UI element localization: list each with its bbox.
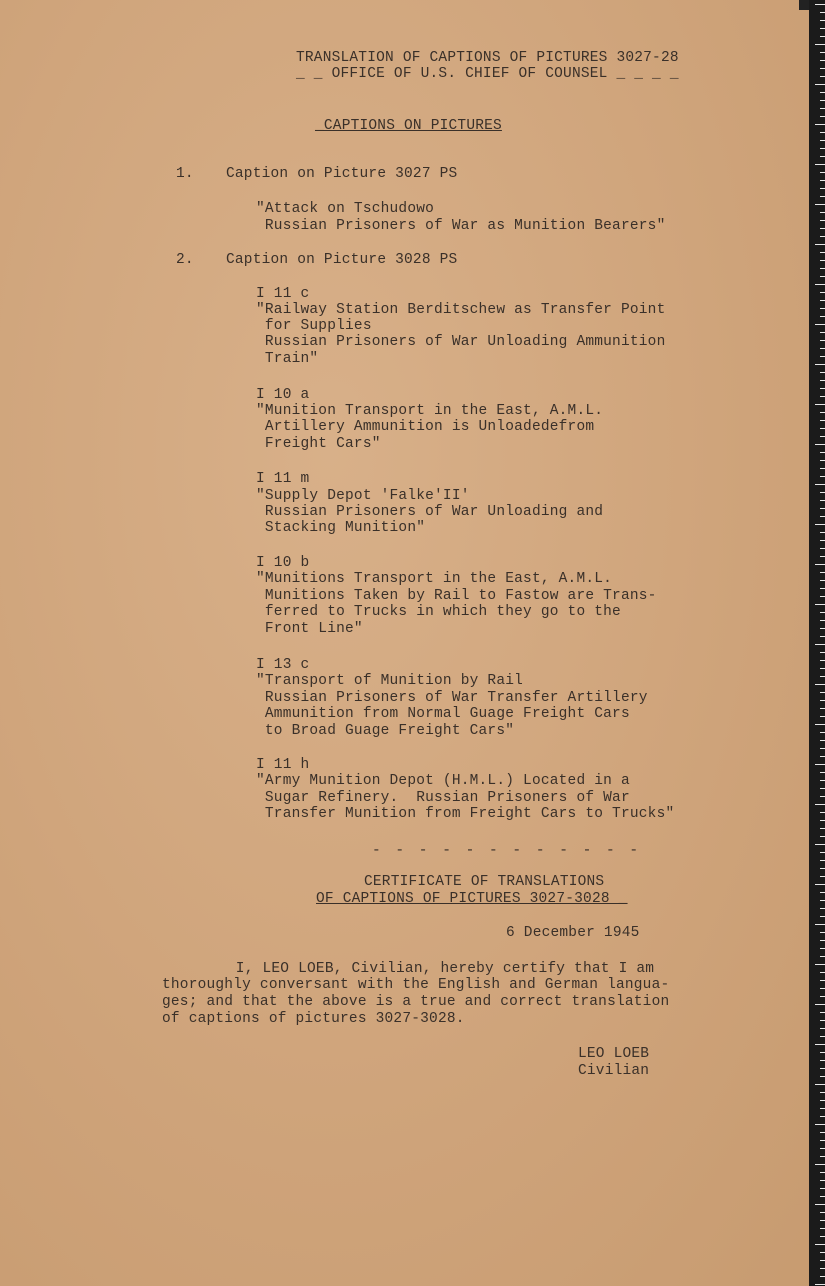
- ruler-tick: [820, 68, 825, 69]
- entry-line: ferred to Trucks in which they go to the: [256, 604, 621, 620]
- entry-code: I 11 h: [256, 757, 310, 773]
- entry-line: for Supplies: [256, 318, 372, 334]
- ruler-tick: [815, 364, 825, 365]
- ruler-tick: [820, 1276, 825, 1277]
- certificate-body-line: of captions of pictures 3027-3028.: [162, 1011, 465, 1027]
- ruler-tick: [820, 316, 825, 317]
- ruler-tick: [820, 396, 825, 397]
- ruler-tick: [820, 812, 825, 813]
- ruler-tick: [820, 140, 825, 141]
- ruler-tick: [820, 252, 825, 253]
- ruler-tick: [820, 596, 825, 597]
- signature-title: Civilian: [578, 1063, 650, 1079]
- ruler-tick: [820, 1140, 825, 1141]
- ruler-tick: [820, 588, 825, 589]
- ruler-tick: [820, 428, 825, 429]
- entry-line: Russian Prisoners of War Unloading Ammunition: [256, 334, 666, 350]
- ruler-tick: [815, 4, 825, 5]
- ruler-tick: [820, 108, 825, 109]
- ruler-tick: [820, 740, 825, 741]
- ruler-tick: [815, 604, 825, 605]
- ruler-tick: [820, 636, 825, 637]
- ruler-tick: [820, 420, 825, 421]
- entry-line: Stacking Munition": [256, 520, 426, 536]
- ruler-tick: [820, 788, 825, 789]
- ruler-tick: [820, 340, 825, 341]
- ruler-tick: [820, 1212, 825, 1213]
- ruler-tick: [820, 196, 825, 197]
- ruler-tick: [815, 764, 825, 765]
- certificate-subtitle: OF CAPTIONS OF PICTURES 3027-3028 _: [316, 891, 628, 907]
- entry-line: Freight Cars": [256, 436, 381, 452]
- ruler-tick: [820, 900, 825, 901]
- ruler-tick: [820, 660, 825, 661]
- ruler-tick: [820, 92, 825, 93]
- certificate-title: CERTIFICATE OF TRANSLATIONS: [364, 874, 605, 890]
- section-divider: - - - - - - - - - - - -: [372, 843, 642, 859]
- ruler-tick: [820, 1156, 825, 1157]
- caption-heading: Caption on Picture 3028 PS: [226, 252, 458, 268]
- ruler-tick: [820, 500, 825, 501]
- ruler-tick: [820, 580, 825, 581]
- ruler-tick: [820, 516, 825, 517]
- ruler-tick: [820, 468, 825, 469]
- ruler-tick: [820, 820, 825, 821]
- ruler-tick: [820, 492, 825, 493]
- ruler-tick: [820, 1132, 825, 1133]
- corner-mark: [799, 0, 809, 10]
- caption-line: "Attack on Tschudowo: [256, 201, 435, 217]
- entry-line: "Munitions Transport in the East, A.M.L.: [256, 571, 613, 587]
- ruler-tick: [820, 852, 825, 853]
- caption-number: 1.: [176, 166, 194, 182]
- ruler-tick: [820, 916, 825, 917]
- entry-line: "Army Munition Depot (H.M.L.) Located in a: [256, 773, 630, 789]
- ruler-tick: [820, 452, 825, 453]
- ruler-tick: [820, 908, 825, 909]
- ruler-tick: [820, 1036, 825, 1037]
- ruler-tick: [815, 964, 825, 965]
- header-title: TRANSLATION OF CAPTIONS OF PICTURES 3027-28: [296, 50, 679, 66]
- entry-line: Russian Prisoners of War Unloading and: [256, 504, 604, 520]
- ruler-tick: [820, 236, 825, 237]
- ruler-tick: [820, 572, 825, 573]
- certificate-body-line: I, LEO LOEB, Civilian, hereby certify that I am: [218, 961, 655, 977]
- ruler-tick: [820, 980, 825, 981]
- ruler-tick: [815, 204, 825, 205]
- entry-line: Artillery Ammunition is Unloadedefrom: [256, 419, 595, 435]
- ruler-tick: [815, 564, 825, 565]
- ruler-tick: [815, 164, 825, 165]
- ruler-tick: [820, 1020, 825, 1021]
- ruler-tick: [820, 212, 825, 213]
- entry-line: Ammunition from Normal Guage Freight Cars: [256, 706, 630, 722]
- ruler-tick: [820, 348, 825, 349]
- ruler-tick: [820, 1236, 825, 1237]
- ruler-tick: [820, 620, 825, 621]
- ruler-tick: [820, 1188, 825, 1189]
- ruler-tick: [815, 724, 825, 725]
- ruler-tick: [815, 44, 825, 45]
- ruler-tick: [820, 1196, 825, 1197]
- ruler-tick: [820, 956, 825, 957]
- ruler-tick: [815, 1124, 825, 1125]
- entry-line: Transfer Munition from Freight Cars to Trucks": [256, 806, 675, 822]
- ruler-tick: [815, 1044, 825, 1045]
- ruler-tick: [815, 1004, 825, 1005]
- entry-line: Munitions Taken by Rail to Fastow are Trans-: [256, 588, 657, 604]
- ruler-tick: [820, 148, 825, 149]
- ruler-tick: [820, 860, 825, 861]
- ruler-tick: [820, 780, 825, 781]
- ruler-tick: [820, 1060, 825, 1061]
- ruler-tick: [820, 132, 825, 133]
- ruler-tick: [820, 932, 825, 933]
- ruler-tick: [820, 292, 825, 293]
- ruler-tick: [820, 612, 825, 613]
- ruler-tick: [820, 836, 825, 837]
- ruler-tick: [820, 1116, 825, 1117]
- ruler-tick: [820, 1068, 825, 1069]
- ruler-tick: [820, 308, 825, 309]
- caption-line: Russian Prisoners of War as Munition Bearers": [256, 218, 666, 234]
- header-office: _ _ OFFICE OF U.S. CHIEF OF COUNSEL _ _ _ _: [296, 66, 679, 82]
- ruler-tick: [820, 380, 825, 381]
- entry-code: I 10 b: [256, 555, 310, 571]
- ruler-tick: [820, 228, 825, 229]
- ruler-tick: [820, 1172, 825, 1173]
- ruler-tick: [820, 36, 825, 37]
- ruler-tick: [815, 444, 825, 445]
- ruler-tick: [815, 924, 825, 925]
- entry-line: Sugar Refinery. Russian Prisoners of War: [256, 790, 630, 806]
- entry-line: Russian Prisoners of War Transfer Artillery: [256, 690, 648, 706]
- ruler-tick: [820, 1268, 825, 1269]
- entry-line: "Supply Depot 'Falke'II': [256, 488, 470, 504]
- ruler-tick: [820, 1092, 825, 1093]
- ruler-tick: [820, 940, 825, 941]
- ruler-tick: [815, 524, 825, 525]
- ruler-tick: [820, 372, 825, 373]
- ruler-tick: [820, 1260, 825, 1261]
- ruler-tick: [820, 28, 825, 29]
- ruler-tick: [820, 972, 825, 973]
- ruler-tick: [820, 180, 825, 181]
- caption-number: 2.: [176, 252, 194, 268]
- ruler-tick: [820, 12, 825, 13]
- ruler-tick: [820, 172, 825, 173]
- entry-code: I 11 c: [256, 286, 310, 302]
- ruler-tick: [820, 260, 825, 261]
- ruler-tick: [820, 1076, 825, 1077]
- ruler-tick: [820, 700, 825, 701]
- ruler-tick: [820, 876, 825, 877]
- ruler-tick: [820, 772, 825, 773]
- ruler-tick: [815, 1204, 825, 1205]
- ruler-tick: [820, 268, 825, 269]
- ruler-tick: [820, 1100, 825, 1101]
- ruler-tick: [820, 300, 825, 301]
- ruler-tick: [820, 20, 825, 21]
- ruler-tick: [820, 716, 825, 717]
- ruler-tick: [815, 324, 825, 325]
- certificate-body-line: thoroughly conversant with the English and German langua-: [162, 977, 670, 993]
- ruler-tick: [820, 692, 825, 693]
- section-title: _CAPTIONS ON PICTURES: [315, 118, 502, 134]
- ruler-tick: [820, 116, 825, 117]
- ruler-tick: [815, 1084, 825, 1085]
- ruler-tick: [820, 220, 825, 221]
- ruler-tick: [820, 948, 825, 949]
- entry-line: "Railway Station Berditschew as Transfer Point: [256, 302, 666, 318]
- entry-line: Front Line": [256, 621, 363, 637]
- ruler-tick: [820, 540, 825, 541]
- ruler-tick: [820, 388, 825, 389]
- ruler-tick: [820, 996, 825, 997]
- ruler-tick: [820, 1180, 825, 1181]
- ruler-tick: [820, 76, 825, 77]
- ruler-tick: [820, 708, 825, 709]
- entry-line: Train": [256, 351, 319, 367]
- ruler-tick: [820, 988, 825, 989]
- ruler-tick: [820, 548, 825, 549]
- signature-name: LEO LOEB: [578, 1046, 650, 1062]
- ruler-tick: [815, 124, 825, 125]
- ruler-tick: [815, 884, 825, 885]
- ruler-tick: [820, 52, 825, 53]
- ruler-tick: [820, 1252, 825, 1253]
- ruler-tick: [820, 796, 825, 797]
- ruler-tick: [815, 844, 825, 845]
- ruler-tick: [820, 460, 825, 461]
- ruler-tick: [820, 356, 825, 357]
- ruler-tick: [820, 412, 825, 413]
- ruler-tick: [820, 868, 825, 869]
- ruler-tick: [820, 436, 825, 437]
- certificate-body-line: ges; and that the above is a true and correct translation: [162, 994, 670, 1010]
- entry-line: to Broad Guage Freight Cars": [256, 723, 515, 739]
- ruler-tick: [815, 1284, 825, 1285]
- ruler-tick: [815, 244, 825, 245]
- ruler-tick: [820, 756, 825, 757]
- ruler-tick: [820, 532, 825, 533]
- ruler-tick: [820, 508, 825, 509]
- ruler-tick: [815, 1164, 825, 1165]
- certificate-date: 6 December 1945: [506, 925, 640, 941]
- entry-code: I 11 m: [256, 471, 310, 487]
- ruler-tick: [820, 828, 825, 829]
- ruler-tick: [820, 476, 825, 477]
- ruler-tick: [815, 804, 825, 805]
- entry-line: "Transport of Munition by Rail: [256, 673, 524, 689]
- entry-line: "Munition Transport in the East, A.M.L.: [256, 403, 604, 419]
- ruler-tick: [820, 1220, 825, 1221]
- entry-code: I 13 c: [256, 657, 310, 673]
- ruler-tick: [820, 556, 825, 557]
- ruler-tick: [820, 100, 825, 101]
- ruler-tick: [820, 892, 825, 893]
- ruler-tick: [820, 156, 825, 157]
- ruler-tick: [820, 628, 825, 629]
- ruler-tick: [820, 1052, 825, 1053]
- ruler-tick: [815, 284, 825, 285]
- ruler-tick: [820, 1012, 825, 1013]
- ruler-tick: [815, 84, 825, 85]
- ruler-tick: [820, 276, 825, 277]
- ruler-tick: [820, 652, 825, 653]
- ruler-tick: [820, 188, 825, 189]
- ruler-tick: [820, 60, 825, 61]
- scan-ruler: [809, 0, 825, 1286]
- ruler-tick: [815, 644, 825, 645]
- ruler-tick: [820, 1228, 825, 1229]
- ruler-tick: [820, 668, 825, 669]
- entry-code: I 10 a: [256, 387, 310, 403]
- ruler-tick: [815, 1244, 825, 1245]
- ruler-tick: [820, 1148, 825, 1149]
- ruler-tick: [820, 732, 825, 733]
- ruler-tick: [820, 1028, 825, 1029]
- caption-heading: Caption on Picture 3027 PS: [226, 166, 458, 182]
- ruler-tick: [820, 748, 825, 749]
- ruler-tick: [820, 1108, 825, 1109]
- ruler-tick: [820, 332, 825, 333]
- ruler-tick: [815, 404, 825, 405]
- ruler-tick: [820, 676, 825, 677]
- ruler-tick: [815, 484, 825, 485]
- ruler-tick: [815, 684, 825, 685]
